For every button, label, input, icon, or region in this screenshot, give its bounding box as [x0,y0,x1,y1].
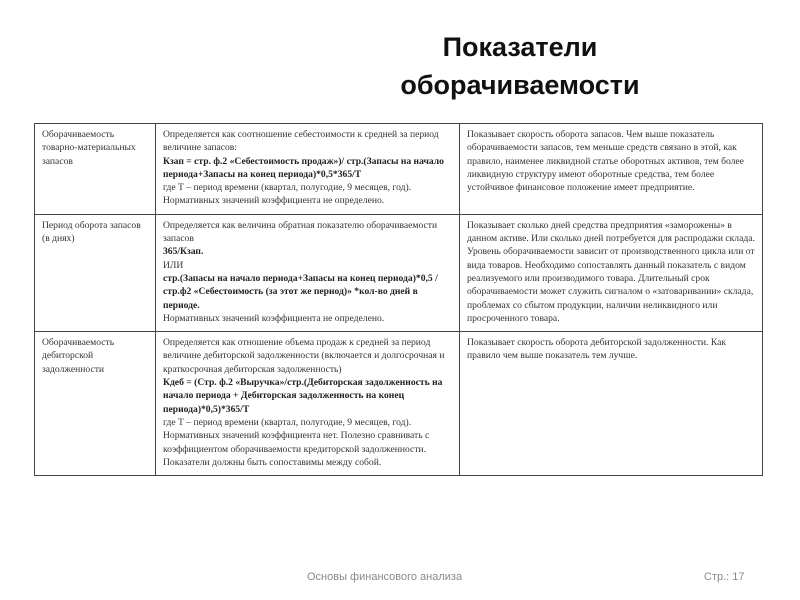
formula-text: Кдеб = (Стр. ф.2 «Выручка»/стр.(Дебиторская задолженность на начало периода + Дебиторская задолженность на конец периода)*0,5)*365/Т [163,377,443,415]
description-text: где Т – период времени (квартал, полугодие, 9 месяцев, год). [163,416,412,428]
description-text: Нормативных значений коэффициента нет. Полезно сравнивать с коэффициентом оборачиваемости кредиторской задолженности. Показатели должны быть сопоставимы между собой. [163,430,430,468]
indicator-definition-cell [156,124,460,215]
description-text: Определяется как соотношение себестоимости к средней за период величине запасов: [163,129,439,154]
indicator-meaning-cell [460,124,763,215]
table-row [35,332,763,476]
indicator-name-cell: Период оборота запасов (в днях) [35,214,156,331]
formula-text: 365/Кзап. [163,246,204,258]
formula-text: стр.(Запасы на начало периода+Запасы на конец периода)*0,5 / стр.ф2 «Себестоимость (за этот же период)» *кол-во дней в периоде. [163,272,438,311]
description-text: Определяется как отношение объема продаж к средней за период величине дебиторской задолженности (включается и долгосрочная и краткосрочная дебиторская задолженность) [163,337,445,375]
indicator-definition-cell [156,214,460,331]
description-text: где Т – период времени (квартал, полугодие, 9 месяцев, год). [163,182,412,194]
footer-page-number: Стр.: 17 [704,571,745,583]
indicator-name-cell: Оборачиваемость товарно-материальных запасов [35,124,156,215]
description-text: Определяется как величина обратная показателю оборачиваемости запасов [163,219,438,245]
description-text: Показывает сколько дней средства предприятия «заморожены» в данном активе. Или сколько дней потребуется для распродажи склада. [467,219,755,245]
description-text: Нормативных значений коэффициента не определено. [163,195,385,207]
description-text: Показывает скорость оборота запасов. Чем выше показатель оборачиваемости запасов, тем меньше средств связано в этой, как правило, наименее ликвидной статье оборотных активов, тем более ликвидную структуру имеют оборотные средства, тем более устойчивое финансовое положение имеет предприятие. [467,129,744,194]
indicator-meaning-cell [460,214,763,331]
table-row [35,214,763,331]
page-title [330,28,710,104]
turnover-indicators-table [34,123,763,476]
title-line-1: Показатели [442,32,598,62]
description-text: Нормативных значений коэффициента не определено. [163,312,385,324]
description-text: Уровень оборачиваемости зависит от производственного цикла или от вида товаров. Необходимо сопоставлять данный показатель с видом реализуемого или производимого товара. Длительный срок оборачиваемости может служить сигналом о «затоваривании» склада, проблемах со сбытом продукции, наличии неликвидного или просроченного товара. [467,246,755,324]
description-text: ИЛИ [163,259,184,271]
title-line-2: оборачиваемости [400,70,640,100]
indicator-meaning-cell [460,332,763,476]
footer-course-title: Основы финансового анализа [307,571,463,583]
indicator-name-cell: Оборачиваемость дебиторской задолженности [35,332,156,476]
indicator-definition-cell [156,332,460,476]
formula-text: Кзап = стр. ф.2 «Себестоимость продаж»)/ стр.(Запасы на начало периода+Запасы на конец периода)*0,5*365/Т [163,155,444,180]
description-text: Показывает скорость оборота дебиторской задолженности. Как правило чем выше показатель тем лучше. [467,337,727,362]
table-row [35,124,763,215]
